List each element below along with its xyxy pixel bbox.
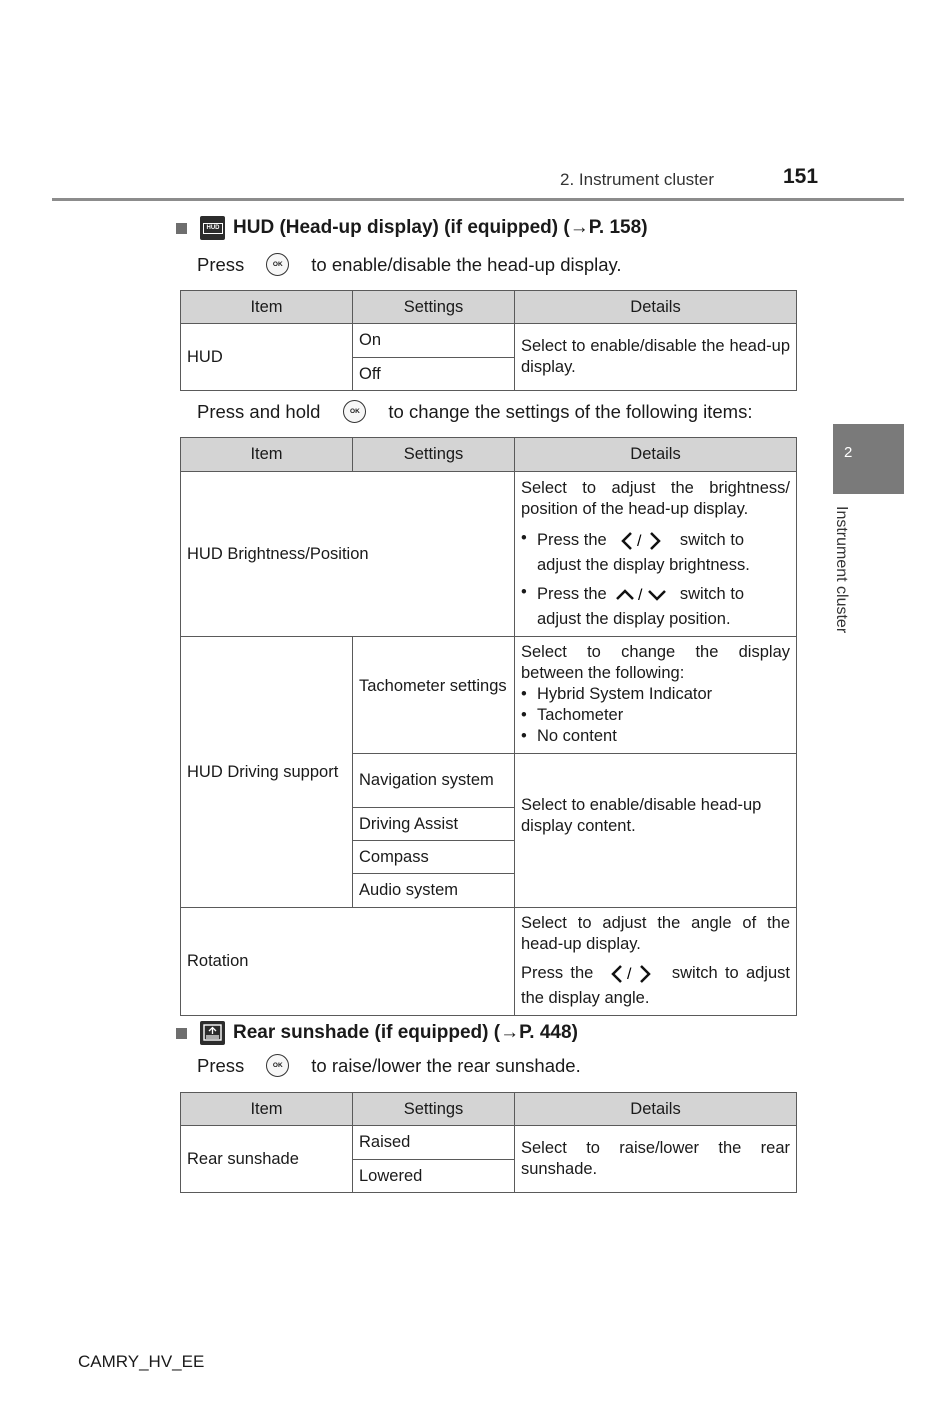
sunshade-heading-text: Rear sunshade (if equipped) (→P. 448) [233,1022,578,1043]
ok-button-icon: OK [266,1054,289,1077]
hud-press-instruction [197,253,622,276]
column-header: Settings [353,438,515,472]
table-row [181,637,797,754]
chapter-tab-label: Instrument cluster [833,506,850,634]
sunshade-settings-table [180,1092,797,1193]
sunshade-press-instruction [197,1054,581,1077]
table-header-row [181,1093,797,1126]
press-text: Press [197,253,245,275]
press-description: to raise/lower the rear sunshade. [311,1054,581,1076]
svg-text:/: / [638,586,643,604]
press-text: Press [197,1054,245,1076]
chapter-title: 2. Instrument cluster [560,170,715,189]
up-down-switch-icon [611,584,675,606]
details-cell [515,908,797,1016]
press-hold-text: Press and hold [197,400,321,422]
item-cell: HUD Brightness/Position [181,472,515,637]
item-cell: HUD [181,324,353,391]
details-cell: Select to enable/disable the head-up display. [515,324,797,391]
table-row [181,324,797,358]
column-header: Item [181,291,353,324]
hud-icon: HUD [200,216,225,240]
column-header: Item [181,438,353,472]
list-item: • Hybrid System Indicator [521,685,713,703]
list-item: • No content [521,727,617,745]
chapter-tab [833,424,904,494]
setting-cell: Driving Assist [353,808,515,841]
details-cell: Select to enable/disable head-up display content. [515,754,797,908]
hold-instruction [197,400,752,423]
hud-settings-table [180,290,797,391]
details-cell [515,472,797,637]
hold-description: to change the settings of the following items: [388,400,753,422]
ok-button-icon: OK [266,253,289,276]
detail-text: Select to change the display between the following: [521,643,790,682]
table-row [181,472,797,637]
document-code: CAMRY_HV_EE [78,1352,205,1371]
svg-text:/: / [626,965,632,983]
chapter-tab-number: 2 [844,444,853,461]
setting-cell: On [353,324,515,358]
detail-text: Press the / switch to adjust the display angle. [521,964,790,1007]
rear-sunshade-icon [200,1021,225,1045]
list-item: • Press the / switch to adjust the display brightness. [521,529,750,574]
bullet-square-icon [176,1028,187,1039]
column-header: Details [515,1093,797,1126]
hud-detail-settings-table [180,437,797,1016]
page-number: 151 [783,165,819,188]
list-item: • Press the / switch to adjust the display position. [521,583,745,628]
list-item: • Tachometer [521,706,624,724]
details-cell: Select to raise/lower the rear sunshade. [515,1126,797,1193]
detail-text: Select to adjust the angle of the head-up display. [521,914,790,953]
left-right-switch-icon [611,530,675,552]
item-cell: Rear sunshade [181,1126,353,1193]
column-header: Details [515,438,797,472]
setting-cell: Off [353,358,515,391]
column-header: Settings [353,1093,515,1126]
setting-cell: Tachometer settings [353,637,515,754]
item-cell: Rotation [181,908,515,1016]
table-header-row [181,438,797,472]
setting-cell: Navigation system [353,754,515,808]
table-header-row [181,291,797,324]
column-header: Details [515,291,797,324]
header-divider [52,198,904,201]
ok-button-icon: OK [343,400,366,423]
press-description: to enable/disable the head-up display. [311,253,622,275]
hud-section-heading [176,216,648,240]
detail-text: Select to adjust the brightness/ position of the head-up display. [521,479,790,518]
table-row [181,1126,797,1160]
details-cell [515,637,797,754]
hud-heading-text: HUD (Head-up display) (if equipped) (→P. 158) [233,217,648,238]
setting-cell: Compass [353,841,515,874]
column-header: Settings [353,291,515,324]
svg-text:/: / [637,532,642,550]
chapter-tab-label-wrap [828,506,868,666]
sunshade-section-heading [176,1021,578,1045]
setting-cell: Audio system [353,874,515,908]
item-cell: HUD Driving support [181,637,353,908]
table-row [181,908,797,1016]
setting-cell: Lowered [353,1160,515,1193]
column-header: Item [181,1093,353,1126]
bullet-square-icon [176,223,187,234]
left-right-switch-icon [601,963,665,985]
setting-cell: Raised [353,1126,515,1160]
